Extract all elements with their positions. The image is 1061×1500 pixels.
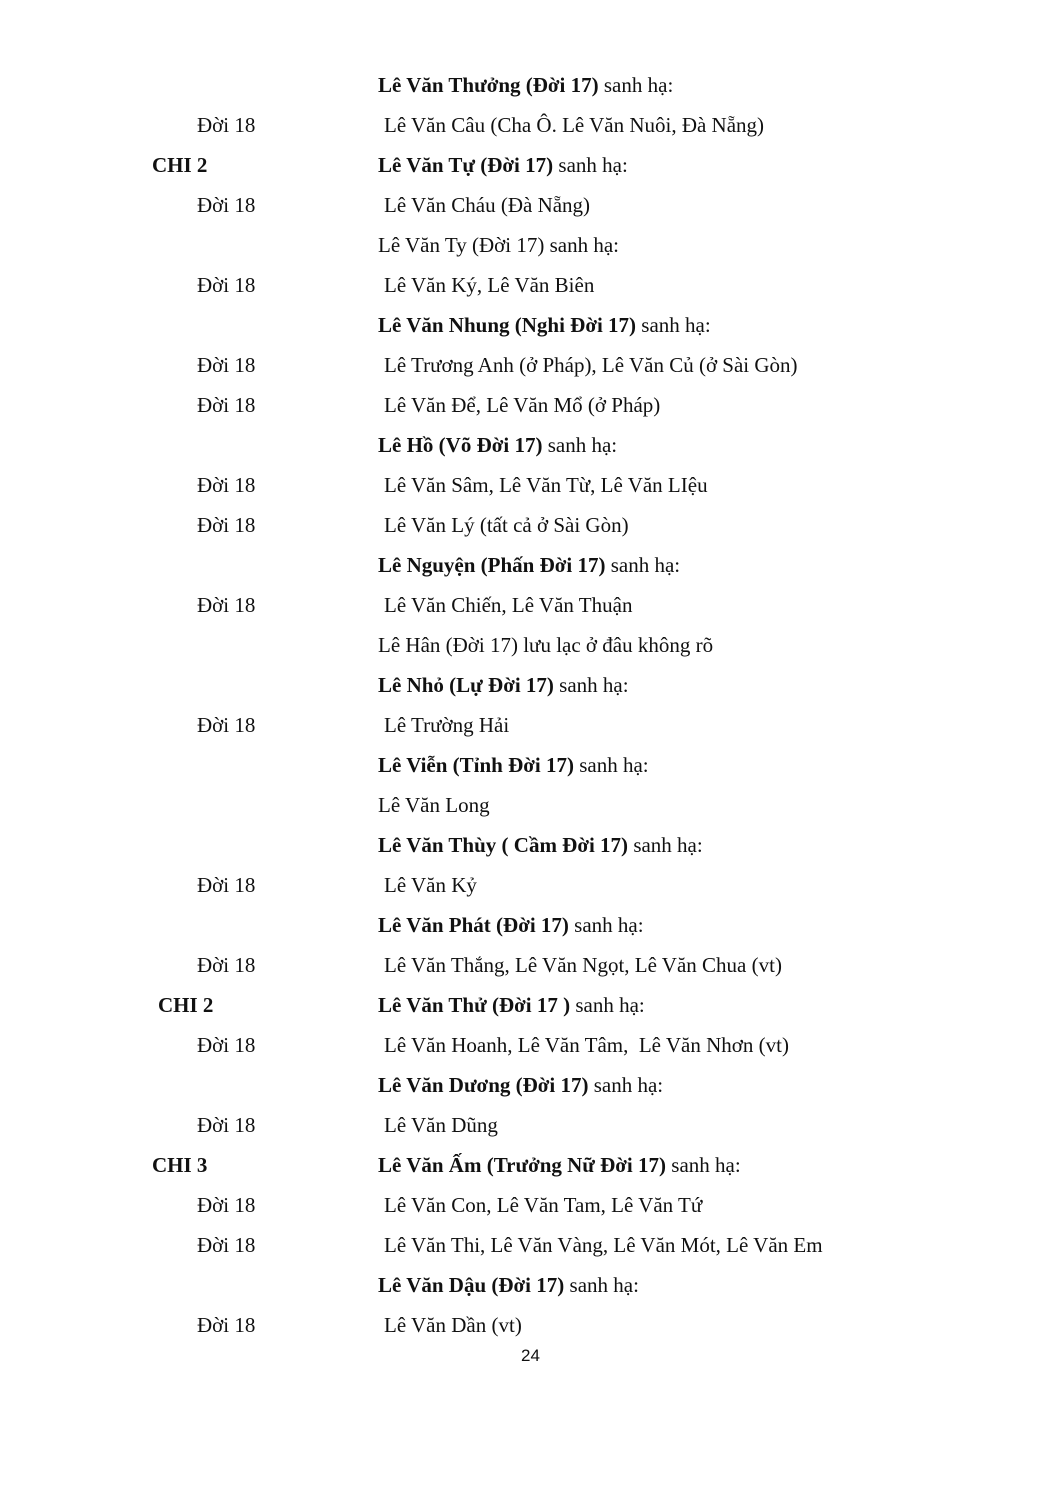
generation-label: Đời 18	[197, 1113, 256, 1137]
parent-name: Lê Viễn (Tỉnh Đời 17)	[378, 753, 574, 777]
genealogy-row	[0, 750, 1061, 790]
sanh-ha-text: sanh hạ:	[598, 73, 674, 97]
parent-entry	[378, 670, 629, 700]
descendants-entry	[384, 270, 594, 300]
descendant-names: Lê Văn Câu (Cha Ô. Lê Văn Nuôi, Đà Nẵng)	[384, 113, 765, 137]
generation-label: Đời 18	[197, 473, 256, 497]
descendants-entry	[384, 870, 477, 900]
sanh-ha-text: sanh hạ:	[570, 993, 645, 1017]
genealogy-row	[0, 390, 1061, 430]
sanh-ha-text: sanh hạ:	[628, 833, 703, 857]
genealogy-row	[0, 150, 1061, 190]
descendants-entry	[378, 230, 619, 260]
descendants-entry	[384, 1110, 498, 1140]
genealogy-row	[0, 670, 1061, 710]
parent-name: Lê Văn Nhung (Nghi Đời 17)	[378, 313, 637, 337]
genealogy-row	[0, 310, 1061, 350]
genealogy-row	[0, 70, 1061, 110]
parent-entry	[378, 150, 628, 180]
generation-label: Đời 18	[197, 953, 256, 977]
genealogy-row	[0, 1150, 1061, 1190]
genealogy-row	[0, 190, 1061, 230]
descendant-names: Lê Văn Để, Lê Văn Mổ (ở Pháp)	[384, 393, 661, 417]
parent-name: Lê Văn Thùy ( Cầm Đời 17)	[378, 833, 629, 857]
parent-entry	[378, 310, 711, 340]
generation-label: Đời 18	[197, 873, 256, 897]
parent-entry	[378, 550, 680, 580]
genealogy-row	[0, 1030, 1061, 1070]
generation-label: Đời 18	[197, 713, 256, 737]
descendant-names: Lê Văn Con, Lê Văn Tam, Lê Văn Tứ	[384, 1193, 703, 1217]
generation-label: Đời 18	[197, 1033, 256, 1057]
descendants-entry	[384, 710, 509, 740]
genealogy-row	[0, 470, 1061, 510]
genealogy-row	[0, 630, 1061, 670]
descendant-names: Lê Văn Long	[378, 793, 490, 817]
parent-entry	[378, 430, 617, 460]
descendant-names: Lê Văn Thắng, Lê Văn Ngọt, Lê Văn Chua (vt)	[384, 953, 782, 977]
parent-name: Lê Văn Thử (Đời 17 )	[378, 993, 571, 1017]
parent-entry	[378, 1270, 639, 1300]
genealogy-row	[0, 710, 1061, 750]
genealogy-row	[0, 550, 1061, 590]
genealogy-row	[0, 910, 1061, 950]
generation-label: Đời 18	[197, 1233, 256, 1257]
descendants-entry	[378, 630, 713, 660]
sanh-ha-text: sanh hạ:	[605, 553, 681, 577]
genealogy-row	[0, 950, 1061, 990]
descendants-entry	[384, 1230, 823, 1260]
branch-label: CHI 2	[158, 993, 214, 1017]
genealogy-row	[0, 1190, 1061, 1230]
generation-label: Đời 18	[197, 273, 256, 297]
descendants-entry	[384, 510, 629, 540]
descendants-entry	[384, 190, 590, 220]
generation-label: Đời 18	[197, 353, 256, 377]
sanh-ha-text: sanh hạ:	[564, 1273, 639, 1297]
descendant-names: Lê Văn Kỷ	[384, 873, 477, 897]
parent-entry	[378, 910, 644, 940]
generation-label: Đời 18	[197, 393, 256, 417]
parent-name: Lê Hồ (Võ Đời 17)	[378, 433, 543, 457]
descendants-entry	[384, 350, 798, 380]
branch-label: CHI 3	[152, 1153, 208, 1177]
parent-name: Lê Văn Ấm (Trưởng Nữ Đời 17)	[378, 1153, 667, 1177]
parent-name: Lê Văn Dậu (Đời 17)	[378, 1273, 565, 1297]
descendant-names: Lê Văn Cháu (Đà Nẵng)	[384, 193, 591, 217]
descendant-names: Lê Văn Ty (Đời 17) sanh hạ:	[378, 233, 619, 257]
sanh-ha-text: sanh hạ:	[553, 673, 629, 697]
descendant-names: Lê Văn Sâm, Lê Văn Từ, Lê Văn LIệu	[384, 473, 708, 497]
branch-label: CHI 2	[152, 153, 208, 177]
genealogy-row	[0, 430, 1061, 470]
descendants-entry	[384, 470, 708, 500]
descendant-names: Lê Văn Ký, Lê Văn Biên	[384, 273, 595, 297]
generation-label: Đời 18	[197, 513, 256, 537]
genealogy-row	[0, 350, 1061, 390]
sanh-ha-text: sanh hạ:	[666, 1153, 741, 1177]
parent-name: Lê Văn Phát (Đời 17)	[378, 913, 569, 937]
descendant-names: Lê Văn Lý (tất cả ở Sài Gòn)	[384, 513, 629, 537]
generation-label: Đời 18	[197, 1313, 256, 1337]
descendants-entry	[384, 1190, 702, 1220]
genealogy-row	[0, 1110, 1061, 1150]
descendant-names: Lê Văn Dần (vt)	[384, 1313, 522, 1337]
generation-label: Đời 18	[197, 113, 256, 137]
genealogy-row	[0, 830, 1061, 870]
descendant-names: Lê Trương Anh (ở Pháp), Lê Văn Củ (ở Sài Gòn)	[384, 353, 798, 377]
genealogy-row	[0, 1230, 1061, 1270]
descendants-entry	[384, 390, 660, 420]
descendants-entry	[384, 950, 782, 980]
genealogy-row	[0, 1270, 1061, 1310]
parent-entry	[378, 1070, 663, 1100]
parent-name: Lê Nguyện (Phấn Đời 17)	[378, 553, 606, 577]
sanh-ha-text: sanh hạ:	[553, 153, 628, 177]
genealogy-row	[0, 590, 1061, 630]
descendants-entry	[384, 1030, 789, 1060]
genealogy-row	[0, 270, 1061, 310]
descendant-names: Lê Trường Hải	[384, 713, 510, 737]
sanh-ha-text: sanh hạ:	[573, 753, 649, 777]
generation-label: Đời 18	[197, 1193, 256, 1217]
descendant-names: Lê Văn Dũng	[384, 1113, 498, 1137]
parent-entry	[378, 830, 703, 860]
descendants-entry	[384, 1310, 522, 1340]
parent-entry	[378, 990, 645, 1020]
genealogy-row	[0, 230, 1061, 270]
genealogy-row	[0, 790, 1061, 830]
descendants-entry	[378, 790, 490, 820]
parent-entry	[378, 1150, 741, 1180]
genealogy-row	[0, 990, 1061, 1030]
parent-name: Lê Văn Thưởng (Đời 17)	[378, 73, 599, 97]
generation-label: Đời 18	[197, 193, 256, 217]
parent-name: Lê Văn Dương (Đời 17)	[378, 1073, 589, 1097]
genealogy-row	[0, 1310, 1061, 1350]
descendants-entry	[384, 590, 632, 620]
descendant-names: Lê Văn Hoanh, Lê Văn Tâm, Lê Văn Nhơn (vt)	[384, 1033, 789, 1057]
genealogy-row	[0, 110, 1061, 150]
descendant-names: Lê Văn Thi, Lê Văn Vàng, Lê Văn Mót, Lê Văn Em	[384, 1233, 823, 1257]
sanh-ha-text: sanh hạ:	[568, 913, 644, 937]
generation-label: Đời 18	[197, 593, 256, 617]
parent-entry	[378, 70, 673, 100]
sanh-ha-text: sanh hạ:	[588, 1073, 664, 1097]
genealogy-row	[0, 510, 1061, 550]
page-number: 24	[521, 1346, 540, 1365]
genealogy-row	[0, 870, 1061, 910]
parent-name: Lê Nhỏ (Lự Đời 17)	[378, 673, 554, 697]
descendant-names: Lê Hân (Đời 17) lưu lạc ở đâu không rõ	[378, 633, 714, 657]
sanh-ha-text: sanh hạ:	[636, 313, 711, 337]
parent-name: Lê Văn Tự (Đời 17)	[378, 153, 554, 177]
parent-entry	[378, 750, 649, 780]
descendants-entry	[384, 110, 764, 140]
sanh-ha-text: sanh hạ:	[542, 433, 618, 457]
descendant-names: Lê Văn Chiến, Lê Văn Thuận	[384, 593, 633, 617]
genealogy-row	[0, 1070, 1061, 1110]
